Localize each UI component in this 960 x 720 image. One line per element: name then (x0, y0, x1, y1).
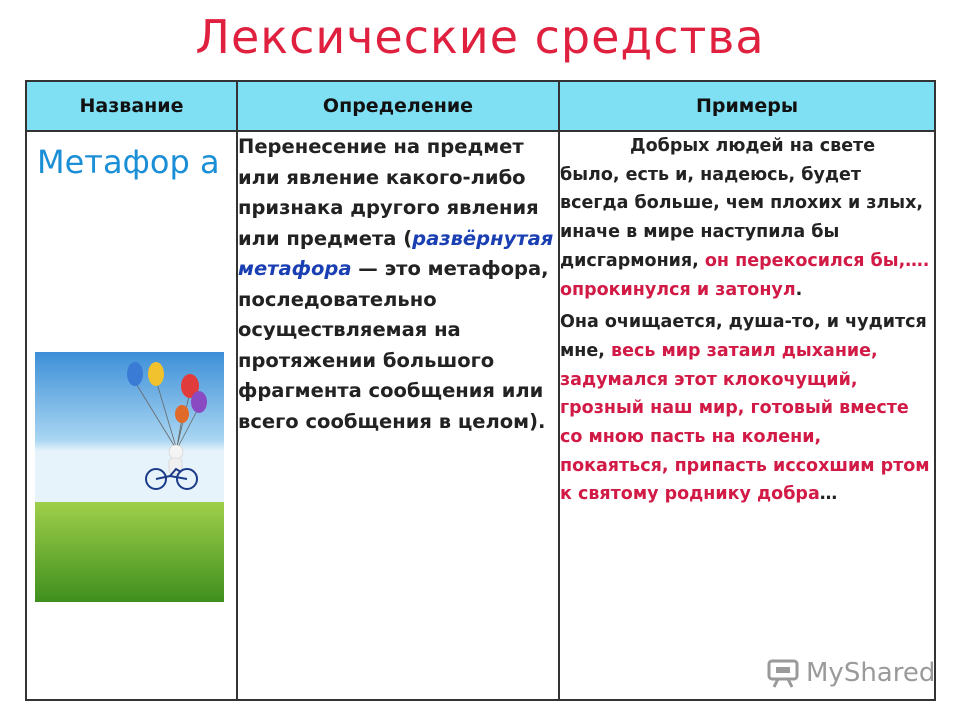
table-header-row (26, 81, 935, 131)
slide-title: Лексические средства (195, 10, 765, 64)
header-name: Название (26, 81, 237, 131)
name-cell (26, 131, 237, 700)
definition-highlight: развёрнутая метафора (238, 226, 554, 280)
example-1-text: Добрых людей на свете было, есть и, надеюсь, будет всегда больше, чем плохих и злых, иначе в мире наступила бы дисгармония, (560, 136, 924, 271)
example-paragraph (560, 132, 934, 304)
definition-cell (237, 131, 559, 700)
examples-cell (559, 131, 935, 700)
balloon-bicycle-illustration (35, 352, 224, 602)
terms-table (25, 80, 936, 701)
example-1-highlight: он перекосился бы,…. опрокинулся и затонул (560, 250, 930, 300)
term-label: Метафор а (37, 143, 220, 181)
watermark (766, 655, 935, 691)
example-paragraph (560, 308, 934, 509)
example-2-text: Она очищается, душа-то, и чудится мне, (560, 312, 927, 361)
watermark-text: MyShared (806, 658, 936, 688)
header-examples: Примеры (559, 81, 935, 131)
example-2-highlight: весь мир затаил дыхание, задумался этот клокочущий, грозный наш мир, готовый вместе со мною пасть на колени, покаяться, припасть иссохшим ртом к святому роднику добра (560, 340, 930, 505)
example-2-end: … (819, 484, 838, 505)
header-definition: Определение (237, 81, 559, 131)
myshared-logo-icon (766, 658, 800, 688)
definition-text: Перенесение на предмет или явление какого-либо признака другого явления или предмета ( (238, 135, 539, 250)
example-1-end: . (795, 279, 803, 300)
definition-text-end: — это метафора, последовательно осуществляемая на протяжении большого фрагмента сообщения или всего сообщения в целом). (238, 257, 549, 433)
table-row (26, 131, 935, 700)
